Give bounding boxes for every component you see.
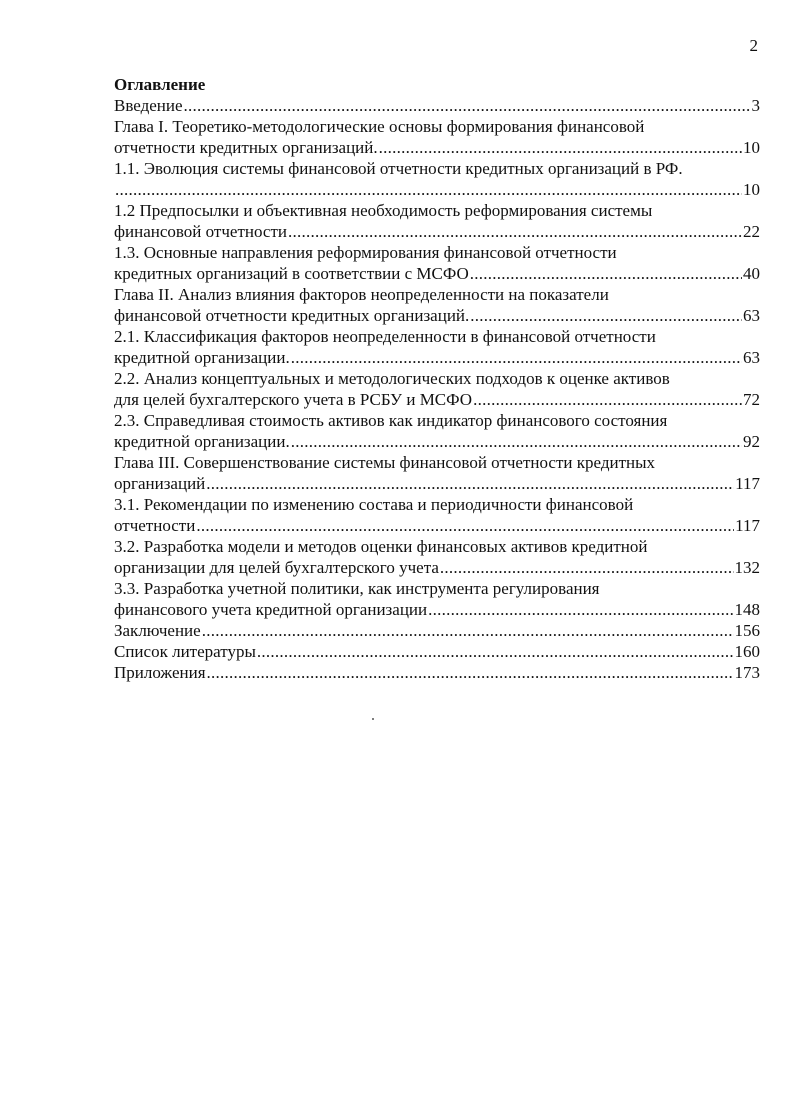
dot-leader — [115, 179, 742, 200]
table-of-contents — [114, 74, 760, 683]
toc-entry-leader-line — [114, 431, 760, 452]
toc-entry-title-end: для целей бухгалтерского учета в РСБУ и МСФО — [114, 390, 473, 409]
toc-entry-leader-line — [114, 515, 760, 536]
toc-entry-title-end: финансовой отчетности — [114, 222, 287, 241]
dot-leader — [257, 641, 734, 662]
dot-leader — [473, 389, 742, 410]
toc-entry-title-end: финансовой отчетности кредитных организаций. — [114, 306, 470, 325]
toc-page-number: 132 — [734, 558, 760, 577]
toc-entry-title-end: кредитной организации. — [114, 432, 290, 451]
toc-page-number: 72 — [743, 390, 760, 409]
toc-entry[interactable] — [114, 95, 760, 116]
toc-page-number: 173 — [734, 663, 760, 682]
toc-entry-leader-line — [114, 662, 760, 683]
toc-entry-leader-line — [114, 641, 760, 662]
toc-page-number: 10 — [743, 180, 760, 199]
toc-entry-leader-line — [114, 179, 760, 200]
toc-entry[interactable] — [114, 284, 760, 326]
toc-entry[interactable] — [114, 158, 760, 200]
toc-entry-title-line: 2.2. Анализ концептуальных и методологических подходов к оценке активов — [114, 369, 670, 388]
toc-page-number: 63 — [743, 306, 760, 325]
toc-entry-title-end: отчетности — [114, 516, 196, 535]
toc-entry-title-line: 2.3. Справедливая стоимость активов как индикатор финансового состояния — [114, 411, 668, 430]
scan-artifact-dot — [372, 718, 374, 720]
toc-entry-leader-line — [114, 263, 760, 284]
toc-entry[interactable] — [114, 494, 760, 536]
toc-entry[interactable] — [114, 116, 760, 158]
toc-entry-leader-line — [114, 389, 760, 410]
toc-entry-title-end: кредитных организаций в соответствии с МСФО — [114, 264, 469, 283]
toc-entry-title-line: 3.2. Разработка модели и методов оценки финансовых активов кредитной — [114, 537, 648, 556]
toc-entry-leader-line — [114, 221, 760, 242]
dot-leader — [196, 515, 734, 536]
toc-entry-title-end: финансового учета кредитной организации — [114, 600, 428, 619]
dot-leader — [470, 263, 742, 284]
toc-entry-title-line: Глава III. Совершенствование системы финансовой отчетности кредитных — [114, 453, 656, 472]
toc-entry-leader-line — [114, 473, 760, 494]
toc-entry-title-end: Введение — [114, 96, 183, 115]
dot-leader — [379, 137, 742, 158]
toc-page-number: 63 — [743, 348, 760, 367]
toc-entry-title-line: 1.2 Предпосылки и объективная необходимость реформирования системы — [114, 201, 653, 220]
dot-leader — [184, 95, 751, 116]
dot-leader — [291, 347, 742, 368]
toc-page-number: 40 — [743, 264, 760, 283]
toc-entry-leader-line — [114, 95, 760, 116]
toc-entry-title-line: 2.1. Классификация факторов неопределенности в финансовой отчетности — [114, 327, 656, 346]
toc-entry[interactable] — [114, 368, 760, 410]
page-number: 2 — [749, 36, 758, 55]
toc-entry[interactable] — [114, 620, 760, 641]
toc-page-number: 156 — [734, 621, 760, 640]
toc-page-number: 160 — [734, 642, 760, 661]
toc-entry-title-line: 1.3. Основные направления реформирования финансовой отчетности — [114, 243, 617, 262]
toc-entry[interactable] — [114, 200, 760, 242]
toc-page-number: 3 — [751, 96, 760, 115]
dot-leader — [440, 557, 734, 578]
toc-title: Оглавление — [114, 75, 206, 94]
dot-leader — [288, 221, 742, 242]
toc-entry[interactable] — [114, 641, 760, 662]
toc-entry[interactable] — [114, 452, 760, 494]
dot-leader — [470, 305, 742, 326]
dot-leader — [291, 431, 742, 452]
toc-entry-leader-line — [114, 305, 760, 326]
toc-entry-title-line: 3.3. Разработка учетной политики, как инструмента регулирования — [114, 579, 600, 598]
toc-entry[interactable] — [114, 536, 760, 578]
toc-entry-title-line: Глава I. Теоретико-методологические основы формирования финансовой — [114, 117, 645, 136]
toc-entry[interactable] — [114, 326, 760, 368]
toc-entry-leader-line — [114, 620, 760, 641]
toc-entry-leader-line — [114, 557, 760, 578]
toc-page-number: 148 — [734, 600, 760, 619]
toc-entry[interactable] — [114, 410, 760, 452]
toc-page-number: 92 — [743, 432, 760, 451]
toc-entry-leader-line — [114, 599, 760, 620]
toc-entries — [114, 95, 760, 683]
toc-entry[interactable] — [114, 242, 760, 284]
dot-leader — [207, 662, 734, 683]
toc-entry[interactable] — [114, 662, 760, 683]
dot-leader — [206, 473, 734, 494]
toc-entry-title-end: организации для целей бухгалтерского учета — [114, 558, 439, 577]
toc-page-number: 22 — [743, 222, 760, 241]
toc-entry-title-end: организаций — [114, 474, 206, 493]
toc-page-number: 117 — [735, 474, 760, 493]
toc-entry-title-end: Заключение — [114, 621, 201, 640]
toc-entry-title-end: отчетности кредитных организаций. — [114, 138, 378, 157]
toc-entry[interactable] — [114, 578, 760, 620]
toc-page-number: 10 — [743, 138, 760, 157]
dot-leader — [202, 620, 734, 641]
toc-entry-leader-line — [114, 347, 760, 368]
toc-entry-title-end: Список литературы — [114, 642, 256, 661]
toc-entry-leader-line — [114, 137, 760, 158]
toc-page-number: 117 — [735, 516, 760, 535]
toc-entry-title-end: кредитной организации. — [114, 348, 290, 367]
toc-entry-title-line: 1.1. Эволюция системы финансовой отчетности кредитных организаций в РФ. — [114, 159, 683, 178]
toc-entry-title-line: 3.1. Рекомендации по изменению состава и периодичности финансовой — [114, 495, 634, 514]
toc-entry-title-line: Глава II. Анализ влияния факторов неопределенности на показатели — [114, 285, 609, 304]
dot-leader — [428, 599, 733, 620]
toc-entry-title-end: Приложения — [114, 663, 206, 682]
